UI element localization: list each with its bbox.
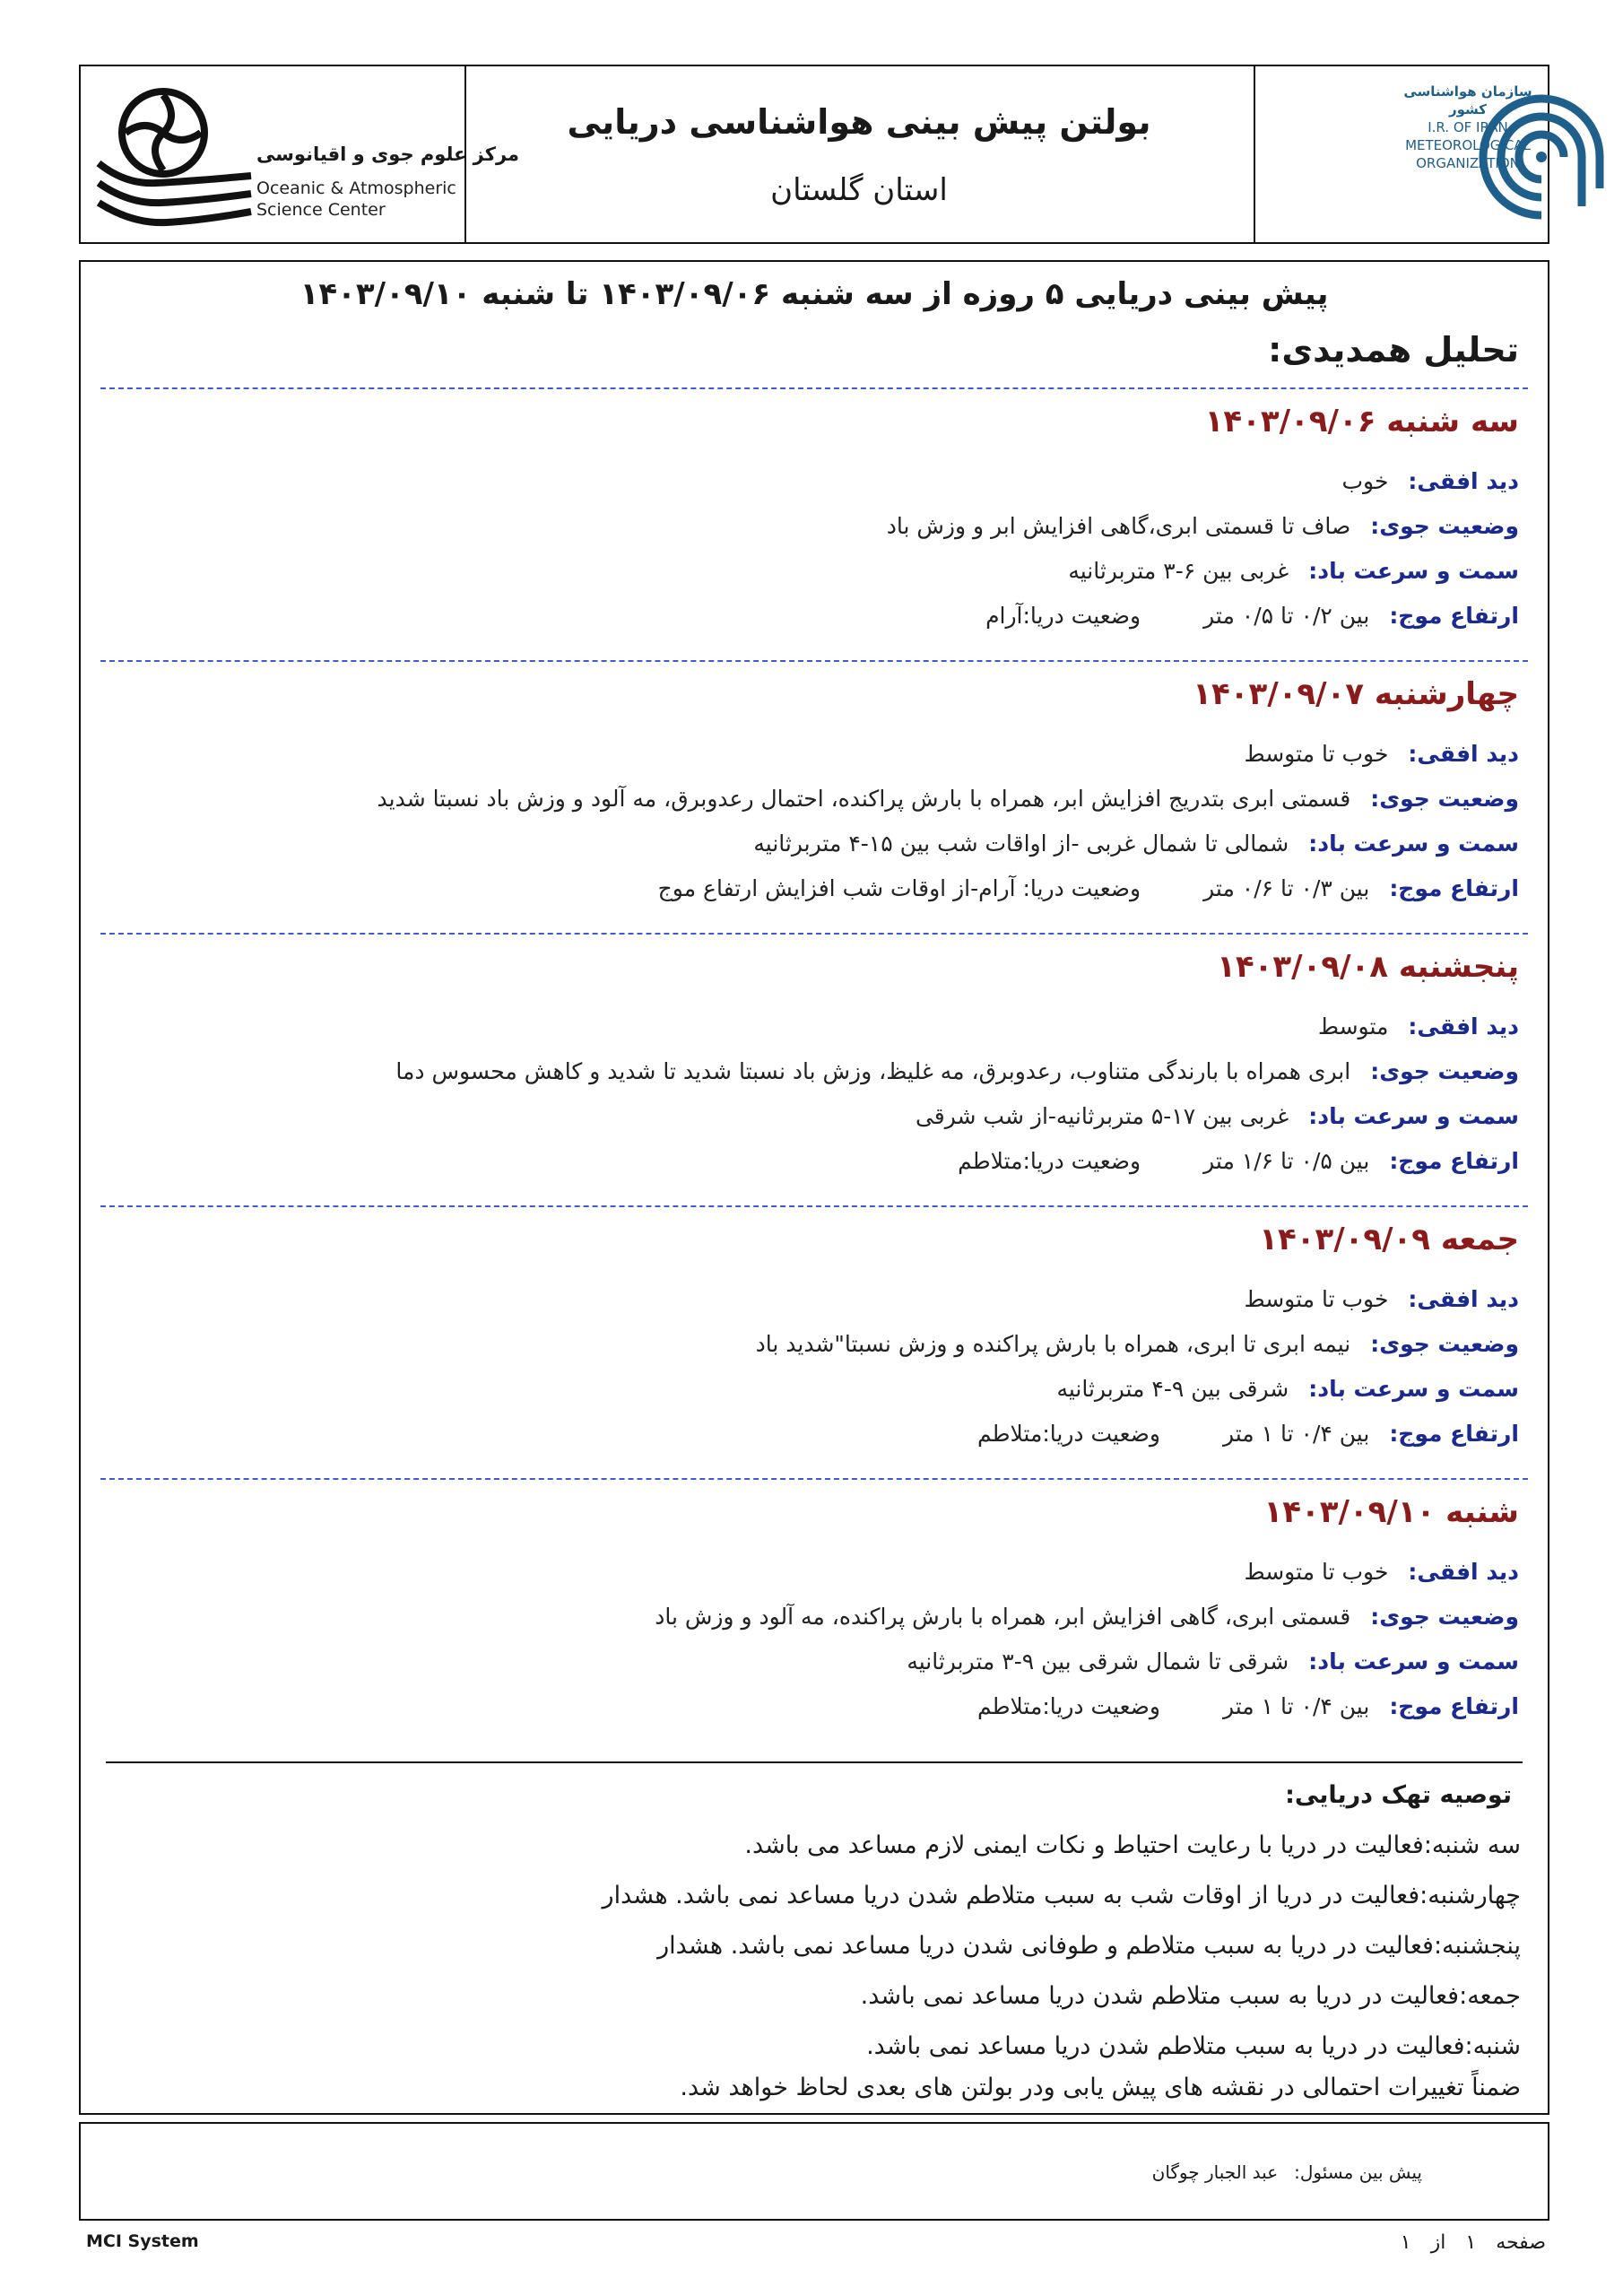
bulletin-header bbox=[79, 65, 1549, 244]
weather-row bbox=[108, 1322, 1519, 1367]
visibility-row bbox=[108, 1004, 1519, 1049]
visibility-label: دید افقی: bbox=[1408, 741, 1519, 767]
wind-value: شمالی تا شمال غربی -از اواقات شب بین ۱۵-۴ متربرثانیه bbox=[753, 831, 1289, 857]
wave-row bbox=[108, 594, 1519, 639]
page-number bbox=[1381, 2231, 1546, 2254]
forecast-title: پیش بینی دریایی ۵ روزه از سه شنبه ۱۴۰۳/۰۹/۰۶ تا شنبه ۱۴۰۳/۰۹/۱۰ bbox=[299, 276, 1329, 312]
oceanic-center-name-en-line1: Oceanic & Atmospheric bbox=[256, 178, 456, 198]
signature-box bbox=[79, 2122, 1549, 2221]
bulletin-province: استان گلستان bbox=[770, 172, 948, 208]
wave-row bbox=[108, 866, 1519, 911]
weather-label: وضعیت جوی: bbox=[1370, 513, 1519, 539]
sea-state-value: وضعیت دریا: آرام-از اوقات شب افزایش ارتفاع موج bbox=[657, 875, 1141, 901]
day-title: چهارشنبه ۱۴۰۳/۰۹/۰۷ bbox=[1193, 676, 1519, 712]
sea-state-value: وضعیت دریا:آرام bbox=[985, 603, 1141, 629]
advice-divider bbox=[106, 1761, 1523, 1763]
wave-label: ارتفاع موج: bbox=[1389, 1693, 1519, 1719]
system-name: MCI System bbox=[86, 2231, 199, 2251]
page-current: ۱ bbox=[1465, 2231, 1477, 2254]
advice-heading: توصیه تهک دریایی: bbox=[1285, 1781, 1512, 1809]
visibility-label: دید افقی: bbox=[1408, 1286, 1519, 1312]
page-of-label: از bbox=[1430, 2231, 1446, 2254]
weather-label: وضعیت جوی: bbox=[1370, 1604, 1519, 1630]
visibility-row bbox=[108, 1277, 1519, 1322]
wave-value: بین ۰/۵ تا ۱/۶ متر bbox=[1203, 1148, 1370, 1174]
oceanic-center-name-en-line2: Science Center bbox=[256, 200, 386, 220]
meteorological-org-line3: ORGANIZATION bbox=[1416, 155, 1520, 171]
weather-value: نیمه ابری تا ابری، همراه با بارش پراکنده و وزش نسبتا"شدید باد bbox=[755, 1331, 1351, 1357]
wind-label: سمت و سرعت باد: bbox=[1308, 1103, 1519, 1129]
visibility-value: متوسط bbox=[1317, 1013, 1389, 1039]
wind-row bbox=[108, 549, 1519, 594]
wave-label: ارتفاع موج: bbox=[1389, 1421, 1519, 1447]
day-forecast bbox=[108, 1487, 1519, 1729]
wind-value: غربی بین ۶-۳ متربرثانیه bbox=[1068, 558, 1289, 584]
wind-value: غربی بین ۱۷-۵ متربرثانیه-از شب شرقی bbox=[915, 1103, 1289, 1129]
day-title: شنبه ۱۴۰۳/۰۹/۱۰ bbox=[1263, 1494, 1519, 1530]
sea-state-value: وضعیت دریا:متلاطم bbox=[958, 1148, 1141, 1174]
visibility-label: دید افقی: bbox=[1408, 1559, 1519, 1585]
visibility-value: خوب تا متوسط bbox=[1244, 741, 1389, 767]
day-forecast bbox=[108, 942, 1519, 1184]
day-title: سه شنبه ۱۴۰۳/۰۹/۰۶ bbox=[1204, 404, 1519, 439]
advice-line: جمعه:فعالیت در دریا به سبب متلاطم شدن دریا مساعد نمی باشد. bbox=[860, 1982, 1521, 2010]
page-total: ۱ bbox=[1400, 2231, 1411, 2254]
visibility-value: خوب تا متوسط bbox=[1244, 1559, 1389, 1585]
sea-state-value: وضعیت دریا:متلاطم bbox=[976, 1421, 1160, 1447]
weather-label: وضعیت جوی: bbox=[1370, 1058, 1519, 1084]
weather-row bbox=[108, 1049, 1519, 1094]
meteorological-org-line2: METEOROLOGICAL bbox=[1405, 137, 1531, 153]
bulletin-title: بولتن پیش بینی هواشناسی دریایی bbox=[567, 102, 1151, 142]
wave-label: ارتفاع موج: bbox=[1389, 875, 1519, 901]
weather-row bbox=[108, 504, 1519, 549]
weather-value: قسمتی ابری، گاهی افزایش ابر، همراه با بارش پراکنده، مه آلود و وزش باد bbox=[655, 1604, 1351, 1630]
wind-row bbox=[108, 1094, 1519, 1139]
wave-row bbox=[108, 1412, 1519, 1457]
meteorological-org-logo-cell bbox=[1254, 66, 1548, 242]
wave-row bbox=[108, 1139, 1519, 1184]
weather-value: قسمتی ابری بتدریج افزایش ابر، همراه با بارش پراکنده، احتمال رعدوبرق، مه آلود و وزش باد نسبتا شدید bbox=[377, 786, 1351, 812]
visibility-row bbox=[108, 1550, 1519, 1595]
wave-value: بین ۰/۴ تا ۱ متر bbox=[1222, 1693, 1370, 1719]
dashed-divider bbox=[100, 1478, 1528, 1480]
meteorological-org-name bbox=[1388, 83, 1548, 172]
visibility-row bbox=[108, 732, 1519, 777]
wind-value: شرقی بین ۹-۴ متربرثانیه bbox=[1056, 1376, 1289, 1402]
advice-line: پنجشنبه:فعالیت در دریا به سبب متلاطم و طوفانی شدن دریا مساعد نمی باشد. هشدار bbox=[657, 1932, 1521, 1960]
wind-value: شرقی تا شمال شرقی بین ۹-۳ متربرثانیه bbox=[907, 1648, 1289, 1674]
visibility-value: خوب bbox=[1341, 468, 1389, 494]
visibility-label: دید افقی: bbox=[1408, 468, 1519, 494]
oceanic-center-logo-cell bbox=[81, 66, 520, 242]
wave-value: بین ۰/۲ تا ۰/۵ متر bbox=[1203, 603, 1370, 629]
wind-row bbox=[108, 1639, 1519, 1684]
day-title: جمعه ۱۴۰۳/۰۹/۰۹ bbox=[1259, 1222, 1519, 1257]
wave-label: ارتفاع موج: bbox=[1389, 1148, 1519, 1174]
day-title: پنجشنبه ۱۴۰۳/۰۹/۰۸ bbox=[1217, 949, 1519, 985]
wave-row bbox=[108, 1684, 1519, 1729]
meteorological-org-name-fa: سازمان هواشناسی کشور bbox=[1403, 83, 1532, 117]
weather-label: وضعیت جوی: bbox=[1370, 786, 1519, 812]
weather-value: ابری همراه با بارندگی متناوب، رعدوبرق، مه غلیظ، وزش باد نسبتا شدید تا شدید و کاهش محسوس دما bbox=[395, 1058, 1351, 1084]
forecaster-name: عبد الجبار چوگان bbox=[1151, 2161, 1279, 2183]
wind-row bbox=[108, 1367, 1519, 1412]
forecaster-label: پیش بین مسئول: bbox=[1294, 2161, 1422, 2183]
visibility-label: دید افقی: bbox=[1408, 1013, 1519, 1039]
wind-label: سمت و سرعت باد: bbox=[1308, 1648, 1519, 1674]
dashed-divider bbox=[100, 933, 1528, 935]
forecaster-line bbox=[1152, 2161, 1422, 2183]
advice-line: ضمناً تغییرات احتمالی در نقشه های پیش یابی ودر بولتن های بعدی لحاظ خواهد شد. bbox=[680, 2074, 1521, 2101]
day-forecast bbox=[108, 396, 1519, 639]
meteorological-org-line1: I.R. OF IRAN bbox=[1428, 119, 1508, 135]
wave-label: ارتفاع موج: bbox=[1389, 603, 1519, 629]
bulletin-title-cell bbox=[464, 66, 1254, 242]
advice-line: چهارشنبه:فعالیت در دریا از اوقات شب به سبب متلاطم شدن دریا مساعد نمی باشد. هشدار bbox=[602, 1882, 1521, 1909]
day-forecast bbox=[108, 669, 1519, 911]
wave-value: بین ۰/۴ تا ۱ متر bbox=[1222, 1421, 1370, 1447]
wind-row bbox=[108, 822, 1519, 866]
sea-state-value: وضعیت دریا:متلاطم bbox=[976, 1693, 1160, 1719]
wind-label: سمت و سرعت باد: bbox=[1308, 1376, 1519, 1402]
weather-row bbox=[108, 777, 1519, 822]
visibility-value: خوب تا متوسط bbox=[1244, 1286, 1389, 1312]
advice-line: سه شنبه:فعالیت در دریا با رعایت احتیاط و نکات ایمنی لازم مساعد می باشد. bbox=[744, 1831, 1521, 1859]
wind-label: سمت و سرعت باد: bbox=[1308, 831, 1519, 857]
dashed-divider bbox=[100, 1205, 1528, 1207]
oceanic-center-name-en bbox=[256, 178, 456, 221]
synoptic-analysis-heading: تحلیل همدیدی: bbox=[1268, 330, 1519, 370]
oceanic-center-name-fa: مرکز علوم جوی و اقیانوسی bbox=[256, 144, 520, 165]
forecast-body bbox=[79, 260, 1549, 2115]
advice-line: شنبه:فعالیت در دریا به سبب متلاطم شدن دریا مساعد نمی باشد. bbox=[866, 2032, 1521, 2060]
weather-row bbox=[108, 1595, 1519, 1639]
visibility-row bbox=[108, 459, 1519, 504]
wind-label: سمت و سرعت باد: bbox=[1308, 558, 1519, 584]
oceanic-center-logo-icon bbox=[93, 77, 255, 235]
page-label: صفحه bbox=[1496, 2231, 1546, 2254]
weather-label: وضعیت جوی: bbox=[1370, 1331, 1519, 1357]
wave-value: بین ۰/۳ تا ۰/۶ متر bbox=[1203, 875, 1370, 901]
dashed-divider bbox=[100, 387, 1528, 389]
day-forecast bbox=[108, 1214, 1519, 1457]
weather-value: صاف تا قسمتی ابری،گاهی افزایش ابر و وزش باد bbox=[886, 513, 1351, 539]
dashed-divider bbox=[100, 660, 1528, 662]
